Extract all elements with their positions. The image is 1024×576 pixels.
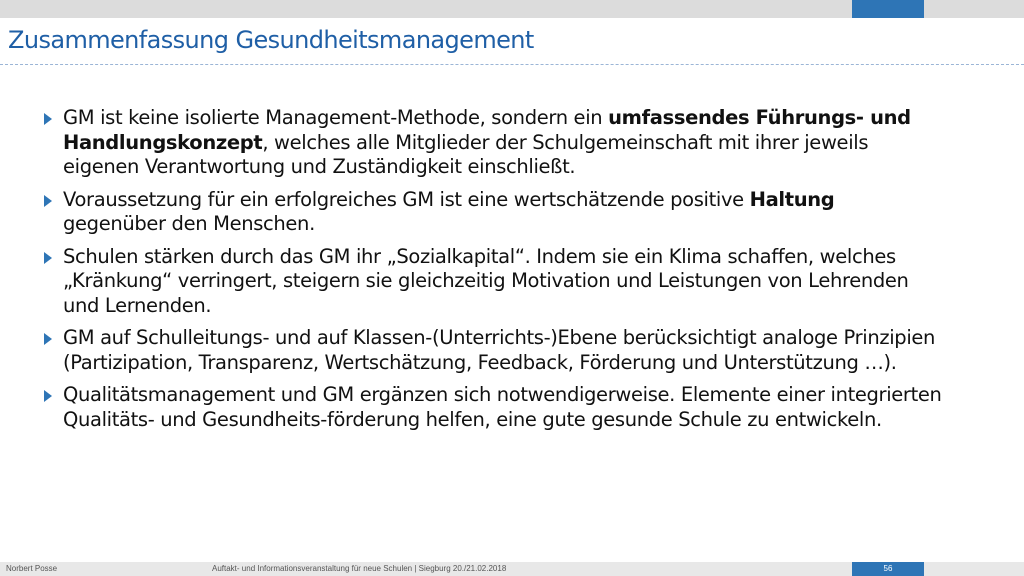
bullet-text-part: GM ist keine isolierte Management-Methode, sondern ein xyxy=(63,106,609,129)
bullet-text-bold: umfassendes Führungs- und Handlungskonzept xyxy=(63,106,911,154)
bullet-item xyxy=(42,188,942,237)
bullet-item xyxy=(42,326,942,375)
triangle-right-icon xyxy=(44,390,52,402)
triangle-right-icon xyxy=(44,113,52,125)
footer-author: Norbert Posse xyxy=(6,564,58,573)
footer-event-info: Auftakt- und Informationsveranstaltung für neue Schulen | Siegburg 20./21.02.2018 xyxy=(212,564,507,573)
triangle-right-icon xyxy=(44,333,52,345)
bullet-text-bold: Haltung xyxy=(749,187,835,211)
bullet-text: Qualitätsmanagement und GM ergänzen sich notwendigerweise. Elemente einer integrierten Qualitäts- und Gesundheits-förderung helfen, eine gute gesunde Schule zu entwickeln. xyxy=(63,383,942,431)
bullet-text-part: Voraussetzung für ein erfolgreiches GM ist eine wertschätzende positive xyxy=(63,187,750,211)
bullet-text xyxy=(63,188,834,236)
triangle-right-icon xyxy=(44,252,52,264)
title-divider xyxy=(0,64,1024,65)
slide-title: Zusammenfassung Gesundheitsmanagement xyxy=(8,26,534,54)
page-number: 56 xyxy=(883,564,893,573)
triangle-right-icon xyxy=(44,195,52,207)
bullet-item xyxy=(42,245,942,319)
bullet-text xyxy=(63,106,911,178)
top-accent-block xyxy=(852,0,924,18)
bullet-item xyxy=(42,106,942,180)
bullet-text: GM auf Schulleitungs- und auf Klassen-(Unterrichts-)Ebene berücksichtigt analoge Prinzipien (Partizipation, Transparenz, Wertschätzung, Feedback, Förderung und Unterstützung …). xyxy=(63,326,936,374)
bullet-text-part: gegenüber den Menschen. xyxy=(63,212,315,235)
bullet-item xyxy=(42,383,942,432)
bullet-text-part: , welches alle Mitglieder der Schulgemeinschaft mit ihrer jeweils eigenen Verantwortung und Zuständigkeit einschließt. xyxy=(63,130,869,178)
bullet-list xyxy=(42,106,942,440)
bullet-text: Schulen stärken durch das GM ihr „Sozialkapital“. Indem sie ein Klima schaffen, welches „Kränkung“ verringert, steigern sie gleichzeitig Motivation und Leistungen von Lehrenden und Lernenden. xyxy=(63,244,909,317)
